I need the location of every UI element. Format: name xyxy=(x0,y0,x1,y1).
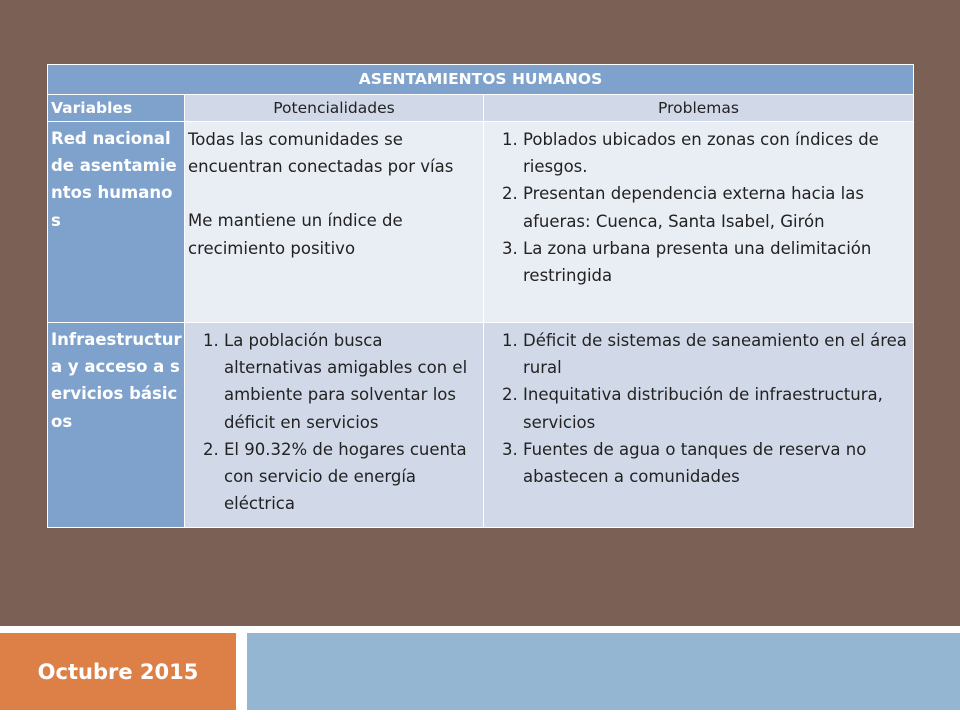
list-item: 3. La zona urbana presenta una delimitación restringida xyxy=(523,235,911,289)
list-item: 3. Fuentes de agua o tanques de reserva no abastecen a comunidades xyxy=(523,436,911,490)
problemas-list xyxy=(487,327,911,490)
list-item: 1. Poblados ubicados en zonas con índices de riesgos. xyxy=(523,126,911,180)
problemas-list xyxy=(487,126,911,289)
list-item: 1. La población busca alternativas amigables con el ambiente para solventar los déficit en servicios xyxy=(224,327,481,436)
footer-blue-bar xyxy=(247,633,960,710)
list-item: 1. Déficit de sistemas de saneamiento en el área rural xyxy=(523,327,911,381)
asentamientos-table xyxy=(47,64,914,528)
potencialidades-list xyxy=(188,327,481,518)
header-problemas: Problemas xyxy=(484,95,914,122)
potencialidad-paragraph: Todas las comunidades se encuentran conectadas por vías xyxy=(188,130,454,177)
table-row xyxy=(48,323,914,528)
header-variables: Variables xyxy=(48,95,185,122)
footer-date: Octubre 2015 xyxy=(37,659,199,684)
problemas-cell xyxy=(484,323,914,528)
variable-cell: Red nacional de asentamientos humanos xyxy=(48,122,185,323)
potencialidades-cell xyxy=(185,122,484,323)
table-row xyxy=(48,122,914,323)
potencialidad-paragraph: Me mantiene un índice de crecimiento positivo xyxy=(188,211,403,258)
problemas-cell xyxy=(484,122,914,323)
list-item: 2. Presentan dependencia externa hacia las afueras: Cuenca, Santa Isabel, Girón xyxy=(523,180,911,234)
header-potencialidades: Potencialidades xyxy=(185,95,484,122)
list-item: 2. Inequitativa distribución de infraestructura, servicios xyxy=(523,381,911,435)
list-item: 2. El 90.32% de hogares cuenta con servicio de energía eléctrica xyxy=(224,436,481,518)
potencialidades-cell xyxy=(185,323,484,528)
variable-cell: Infraestructura y acceso a servicios básicos xyxy=(48,323,185,528)
table-title: ASENTAMIENTOS HUMANOS xyxy=(48,65,914,95)
